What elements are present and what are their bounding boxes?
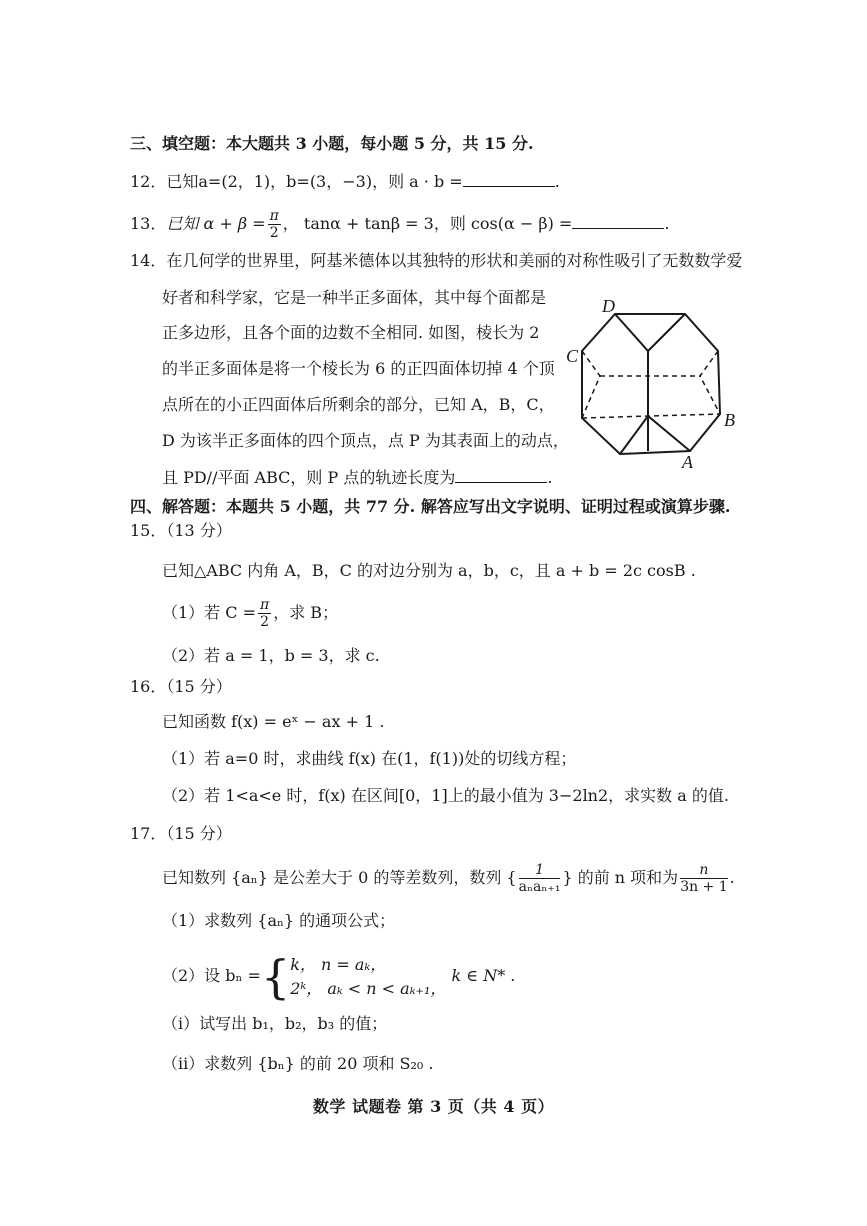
hidden-right-edges [700,351,720,414]
q17-part-ii: （ii）求数列 {bₙ} 的前 20 项和 S₂₀ . [162,1054,434,1073]
q12-text: 已知a=(2，1)，b=(3，−3)，则 a · b = [166,172,463,191]
q15-number: 15．（13 分） [130,521,232,540]
bottom-triangle [620,416,690,454]
q14-line-6: 且 PD//平面 ABC，则 P 点的轨迹长度为 . [162,468,553,487]
q17-fraction-2: $\frac{n}{3n + 1}$ [680,862,728,895]
q14-line-4: 点所在的小正四面体后所剩余的部分，已知 A，B，C， [162,395,555,414]
q13-number: 13． [130,214,167,233]
q12-number: 12． [130,172,167,191]
q17-part1: （1）求数列 {aₙ} 的通项公式； [162,911,396,930]
q12-answer-blank [463,170,555,187]
q14-line-5: D 为该半正多面体的四个顶点，点 P 为其表面上的动点， [162,431,569,450]
q17-part-i: （i）试写出 b₁，b₂，b₃ 的值； [162,1014,388,1033]
q14-line-2: 正多边形，且各个面的边数不全相同. 如图，棱长为 2 [162,323,540,342]
vertex-label-c: C [566,346,579,366]
q13-mid: ， tanα + tanβ = 3，则 cos(α − β) = [282,214,573,233]
q13: 13．已知 α + β = $\frac{\pi}{2}$ ， tanα + tanβ = 3，则 cos(α − β) = . [130,208,670,241]
vertex-label-b: B [724,410,735,430]
q13-answer-blank [572,212,664,229]
hidden-left-edges [582,351,600,418]
q16-number: 16．（15 分） [130,677,232,696]
section3-heading: 三、填空题：本大题共 3 小题，每小题 5 分，共 15 分. [130,134,534,153]
q14-number: 14． [130,251,167,270]
q14-line-3: 的半正多面体是将一个棱长为 6 的正四面体切掉 4 个顶 [162,359,555,378]
q16-part2: （2）若 1<a<e 时，f(x) 在区间[0，1]上的最小值为 3−2ln2，求实数 a 的值. [162,786,729,805]
q14-line-0: 14．在几何学的世界里，阿基米德体以其独特的形状和美丽的对称性吸引了无数数学爱 [130,251,743,270]
polyhedron-outline [582,314,720,454]
q17-number: 17．（15 分） [130,824,232,843]
q17-fraction-1: $\frac{1}{\text{aₙaₙ₊₁}}$ [518,862,561,895]
q15-part1: （1）若 C = $\frac{\pi}{2}$ ，求 B； [162,597,339,630]
q13-fraction: $\frac{\pi}{2}$ [269,208,279,241]
piecewise-cases: k， n = aₖ， 2ᵏ， aₖ < n < aₖ₊₁， [290,954,447,998]
q13-pre: 已知 α + β = [166,214,266,233]
section4-heading: 四、解答题：本题共 5 小题，共 77 分. 解答应写出文字说明、证明过程或演算步骤. [130,497,731,516]
q17-part2: （2）设 bₙ ={ k， n = aₖ， 2ᵏ， aₖ < n < aₖ₊₁， k ∈ N* . [162,949,516,1004]
q17-stem: 已知数列 {aₙ} 是公差大于 0 的等差数列，数列 { $\frac{1}{\text{aₙaₙ₊₁}}$ } 的前 n 项和为 $\frac{n}{3n + 1}$ . [162,862,735,895]
q14-line-1: 好者和科学家，它是一种半正多面体，其中每个面都是 [162,288,547,307]
vertex-label-d: D [602,296,615,316]
top-edges [615,314,685,351]
q16-part1: （1）若 a=0 时，求曲线 f(x) 在(1，f(1))处的切线方程； [162,749,577,768]
q16-stem: 已知函数 f(x) = eˣ − ax + 1 . [162,712,385,731]
page-footer: 数学 试题卷 第 3 页（共 4 页） [312,1097,555,1116]
cases-brace: { [260,949,291,1004]
q12: 12．已知a=(2，1)，b=(3，−3)，则 a · b = . [130,172,560,191]
q14-answer-blank [455,466,547,483]
vertex-label-a: A [682,452,693,472]
polyhedron-figure [560,296,760,476]
q15-part2: （2）若 a = 1，b = 3，求 c. [162,646,380,665]
q15-stem: 已知△ABC 内角 A，B，C 的对边分别为 a，b，c，且 a + b = 2c cosB . [162,561,696,580]
q15-fraction: $\frac{\pi}{2}$ [260,597,270,630]
